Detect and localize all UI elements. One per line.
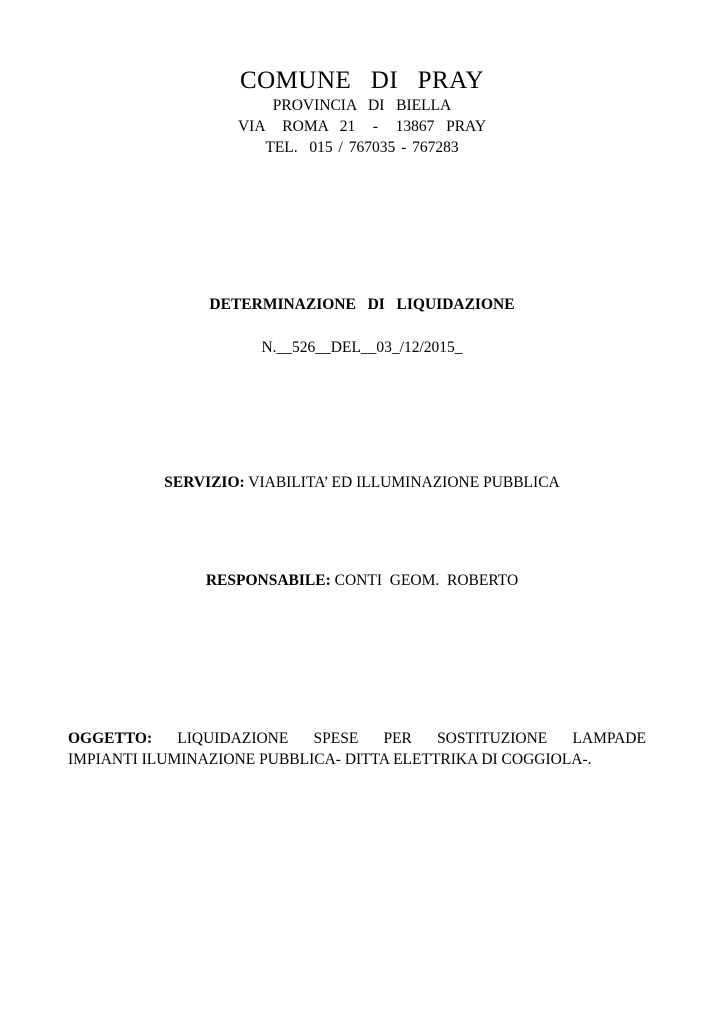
document-type-heading: DETERMINAZIONE DI LIQUIDAZIONE — [209, 296, 515, 313]
phone-line: TEL. 015 / 767035 - 767283 — [265, 139, 459, 156]
document-number-line: N.__526__DEL__03_/12/2015_ — [261, 339, 463, 356]
subject-line-2: IMPIANTI ILUMINAZIONE PUBBLICA- DITTA ELETTRIKA DI COGGIOLA-. — [68, 751, 592, 768]
subject-word: LIQUIDAZIONE — [177, 730, 289, 747]
service-label: SERVIZIO: — [164, 474, 245, 491]
responsible-value: CONTI GEOM. ROBERTO — [330, 572, 519, 589]
subject-word: LAMPADE — [572, 730, 646, 747]
subject-word: SOSTITUZIONE — [437, 730, 548, 747]
subject-line-1 — [68, 728, 646, 749]
subject-block — [68, 728, 646, 770]
province-line: PROVINCIA DI BIELLA — [272, 97, 452, 114]
address-line: VIA ROMA 21 - 13867 PRAY — [237, 118, 487, 135]
responsible-field — [0, 572, 724, 590]
subject-word: SPESE — [313, 730, 359, 747]
municipality-title: COMUNE DI PRAY — [239, 67, 485, 94]
responsible-label: RESPONSABILE: — [205, 572, 331, 589]
subject-word: PER — [383, 730, 412, 747]
subject-label: OGGETTO: — [68, 730, 153, 747]
service-field — [0, 474, 724, 492]
service-value: VIABILITA’ ED ILLUMINAZIONE PUBBLICA — [244, 474, 560, 491]
